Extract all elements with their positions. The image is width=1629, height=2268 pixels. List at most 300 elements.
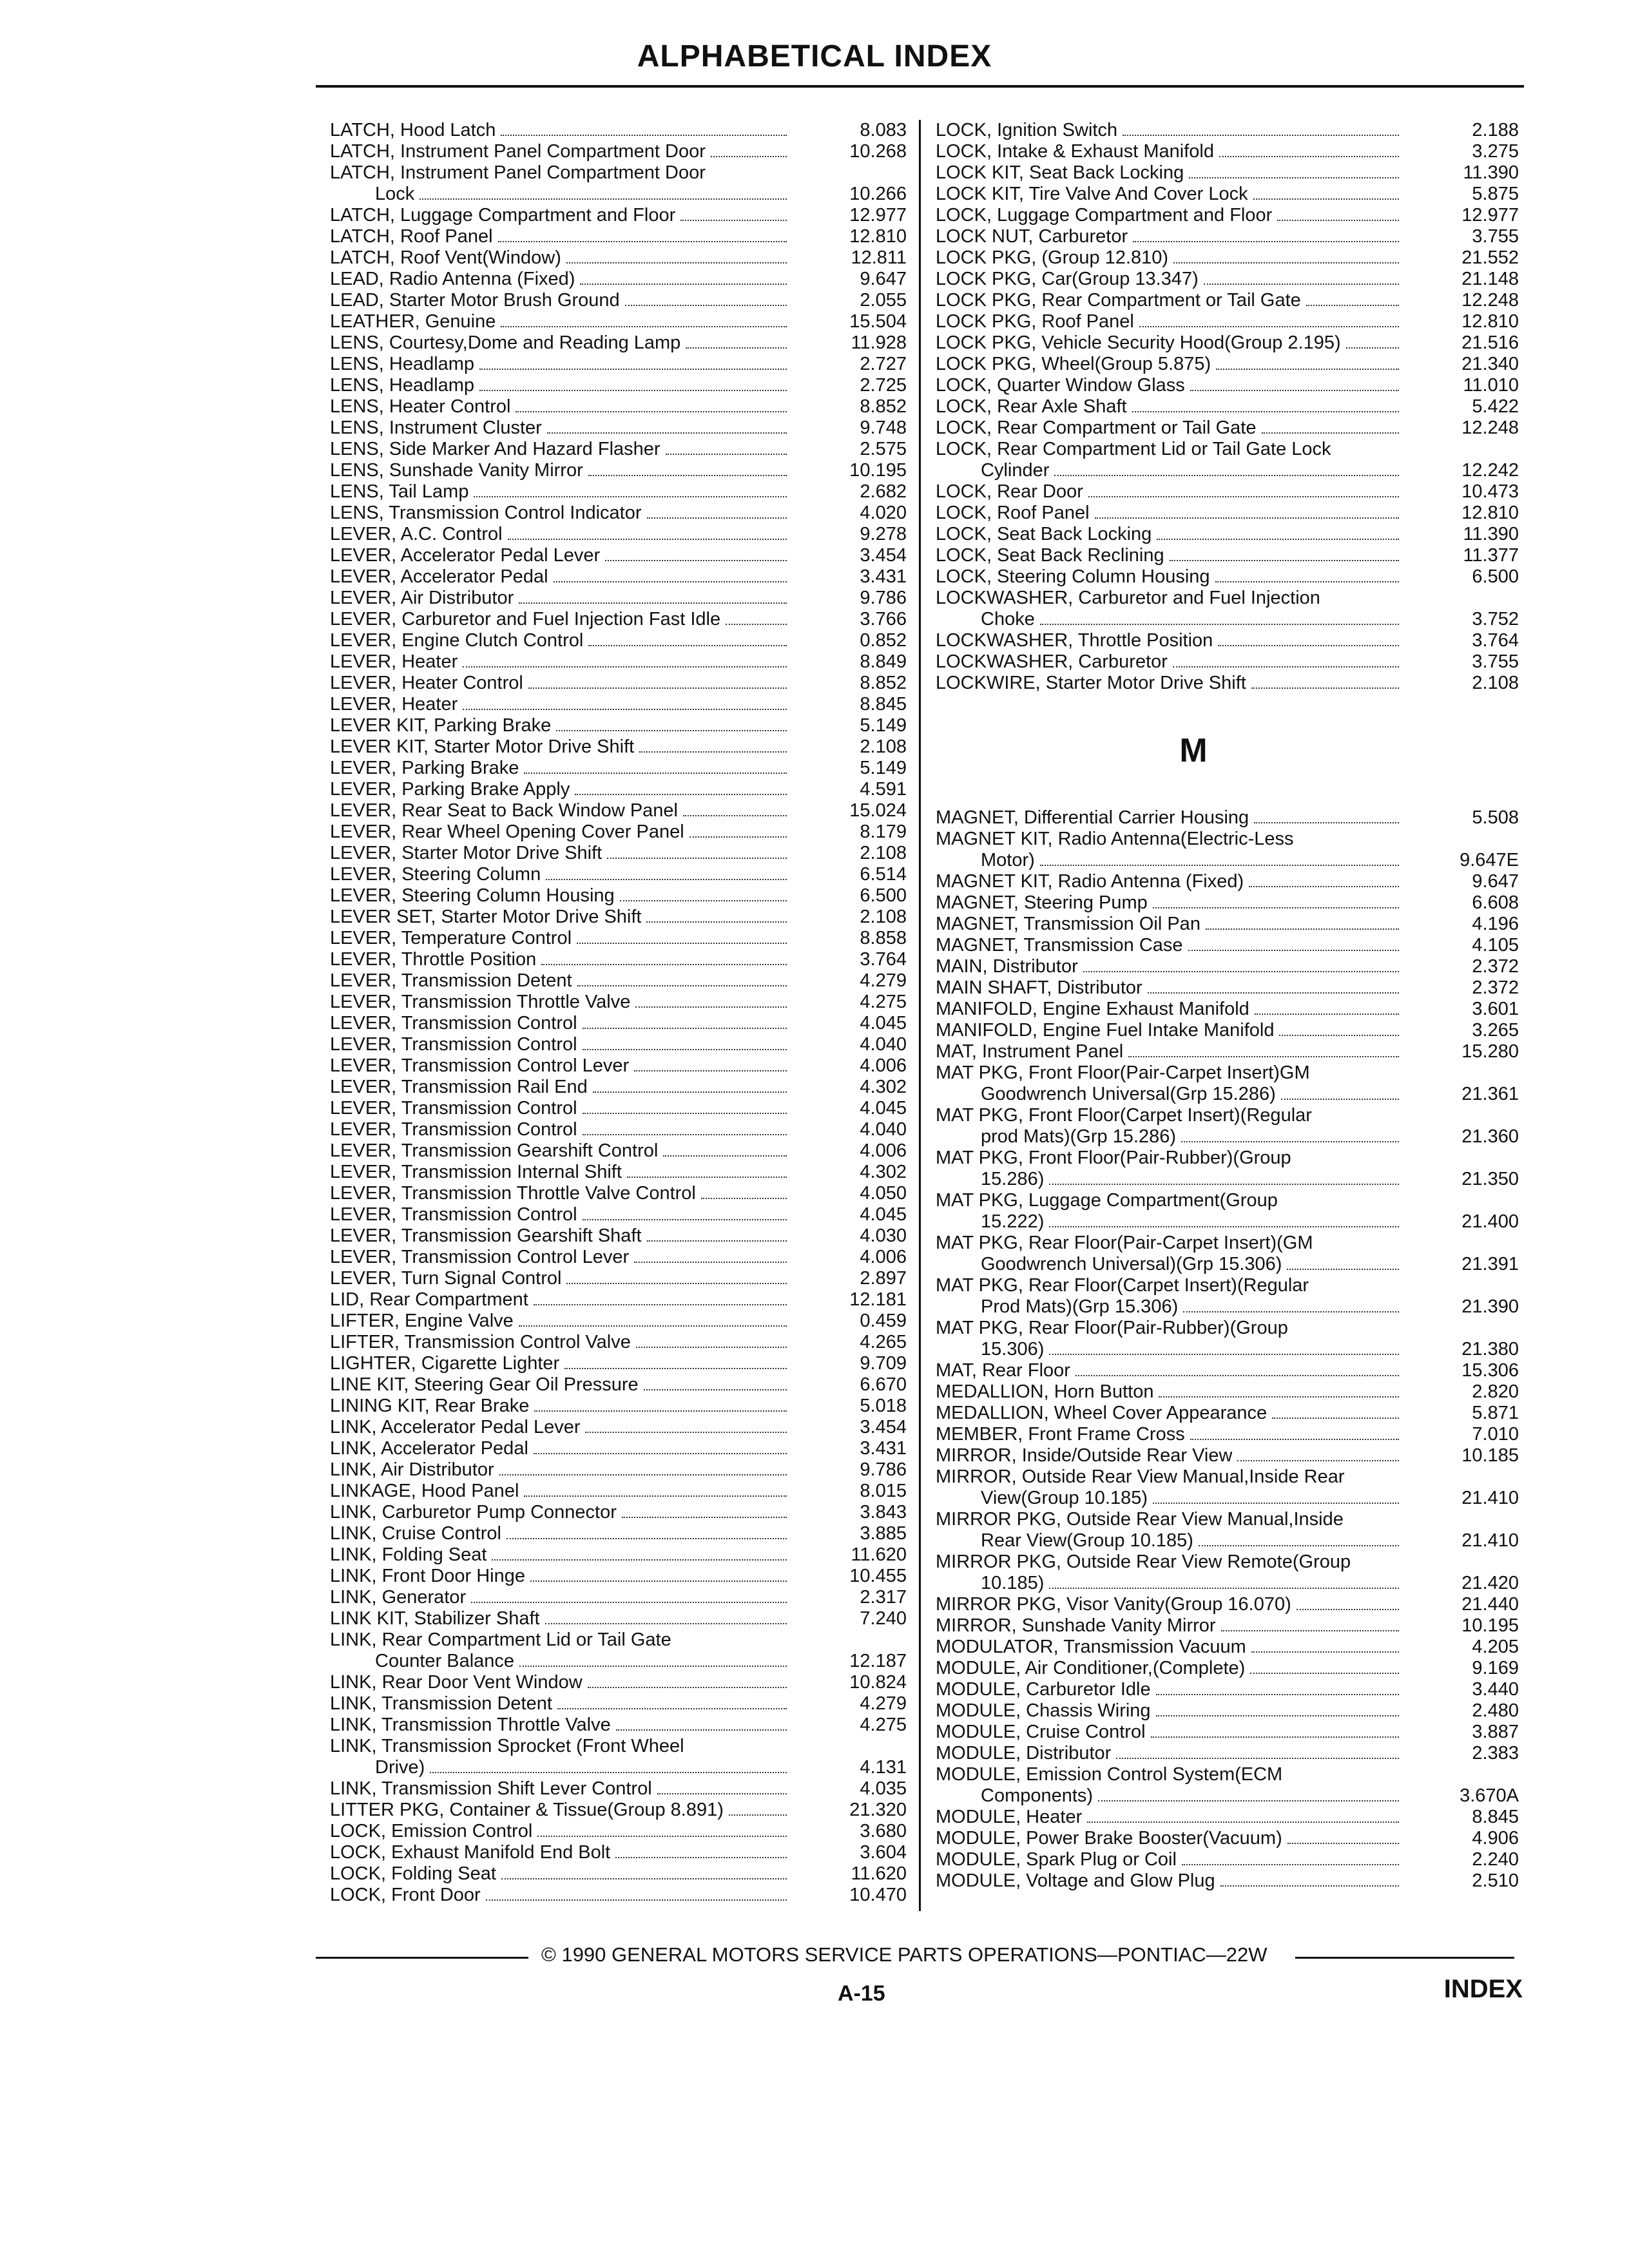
entry-text: MIRROR PKG, Outside Rear View Remote(Group: [936, 1552, 1351, 1572]
entry-reference: 21.380: [1461, 1339, 1519, 1360]
entry-reference: 10.185: [1461, 1445, 1519, 1466]
entry-text: LEVER, Transmission Rail End: [330, 1077, 588, 1097]
entry-reference: 0.852: [860, 630, 907, 651]
entry-reference: 2.682: [860, 481, 907, 502]
entry-text: LINK, Air Distributor: [330, 1459, 494, 1480]
entry-text: MODULE, Distributor: [936, 1743, 1112, 1763]
entry-reference: 4.131: [860, 1757, 907, 1778]
entry-text: LEVER KIT, Parking Brake: [330, 715, 552, 736]
entry-text: LATCH, Hood Latch: [330, 120, 496, 140]
index-entry: [330, 1863, 907, 1885]
entry-text: LATCH, Instrument Panel Compartment Door: [330, 162, 706, 183]
index-entry: [936, 588, 1519, 630]
dot-leader: [519, 1325, 787, 1327]
entry-text: Counter Balance: [375, 1651, 515, 1671]
entry-reference: 9.647E: [1460, 850, 1519, 870]
entry-text: LENS, Tail Lamp: [330, 481, 469, 502]
index-entry: [936, 524, 1519, 545]
index-entry: [936, 1807, 1519, 1828]
dot-leader: [593, 1091, 787, 1093]
dot-leader: [557, 1708, 787, 1709]
dot-leader: [1254, 822, 1399, 823]
entry-text: 15.306): [981, 1339, 1045, 1360]
entry-reference: 5.422: [1472, 396, 1519, 417]
index-entry: [330, 1800, 907, 1821]
dot-leader: [1181, 1141, 1399, 1142]
entry-text: LINKAGE, Hood Panel: [330, 1481, 519, 1501]
index-entry: [330, 311, 907, 332]
dot-leader: [1049, 1226, 1399, 1227]
dot-leader: [474, 496, 787, 497]
entry-text: LIGHTER, Cigarette Lighter: [330, 1353, 560, 1374]
entry-reference: 3.755: [1472, 226, 1519, 247]
entry-reference: 4.006: [860, 1247, 907, 1267]
entry-reference: 21.410: [1461, 1530, 1519, 1551]
entry-text: MAGNET, Transmission Oil Pan: [936, 914, 1200, 934]
entry-reference: 3.265: [1472, 1020, 1519, 1041]
entry-reference: 5.508: [1472, 807, 1519, 828]
index-entry: [936, 1637, 1519, 1658]
entry-reference: 2.188: [1472, 120, 1519, 140]
entry-reference: 5.149: [860, 758, 907, 778]
entry-text: LEVER, Transmission Control: [330, 1034, 577, 1055]
dot-leader: [1262, 432, 1400, 434]
index-entry: [330, 715, 907, 736]
dot-leader: [1123, 135, 1399, 136]
index-entry: [330, 1693, 907, 1715]
index-entry: [330, 1821, 907, 1842]
index-entry: [936, 1552, 1519, 1594]
entry-text: MIRROR, Outside Rear View Manual,Inside Rear: [936, 1466, 1345, 1487]
entry-reference: 8.845: [860, 694, 907, 715]
index-entry: [936, 247, 1519, 269]
dot-leader: [1139, 326, 1399, 327]
entry-text: MANIFOLD, Engine Exhaust Manifold: [936, 999, 1249, 1019]
entry-reference: 21.350: [1461, 1169, 1519, 1189]
dot-leader: [1087, 1821, 1399, 1823]
entry-reference: 4.196: [1472, 914, 1519, 934]
entry-text: LOCK KIT, Tire Valve And Cover Lock: [936, 184, 1248, 204]
entry-text: LEATHER, Genuine: [330, 311, 496, 332]
index-entry: [330, 843, 907, 864]
index-entry: [330, 1013, 907, 1034]
index-entry: [330, 1162, 907, 1183]
entry-reference: 2.820: [1472, 1381, 1519, 1402]
entry-reference: 11.390: [1463, 524, 1519, 544]
index-entry: [330, 162, 907, 205]
entry-text: 10.185): [981, 1573, 1045, 1593]
entry-reference: 7.240: [860, 1608, 907, 1629]
entry-reference: 10.195: [849, 460, 907, 481]
entry-text: Drive): [375, 1757, 425, 1778]
entry-text: MIRROR PKG, Visor Vanity(Group 16.070): [936, 1594, 1291, 1615]
entry-reference: 15.504: [849, 311, 907, 332]
index-entry: [936, 1424, 1519, 1445]
entry-reference: 2.108: [860, 843, 907, 863]
entry-text: LOCK, Quarter Window Glass: [936, 375, 1185, 396]
dot-leader: [1156, 1715, 1399, 1716]
index-entry: [936, 354, 1519, 375]
entry-text: MAT PKG, Front Floor(Pair-Rubber)(Group: [936, 1148, 1291, 1168]
entry-text: LOCK PKG, (Group 12.810): [936, 247, 1169, 268]
entry-text: MAT, Rear Floor: [936, 1360, 1070, 1381]
entry-text: LEVER, Transmission Control: [330, 1098, 577, 1119]
entry-text: LEVER, Transmission Control: [330, 1013, 577, 1033]
entry-text: MEMBER, Front Frame Cross: [936, 1424, 1185, 1445]
entry-reference: 4.006: [860, 1055, 907, 1076]
index-entry: [936, 1764, 1519, 1807]
dot-leader: [627, 1177, 787, 1178]
dot-leader: [1049, 1354, 1399, 1355]
index-entry: [330, 1885, 907, 1906]
index-entry: [330, 1587, 907, 1608]
entry-text: LOCK, Rear Compartment Lid or Tail Gate Lock: [936, 439, 1331, 459]
index-entry: [936, 956, 1519, 977]
entry-reference: 12.187: [849, 1651, 907, 1671]
index-entry: [330, 1247, 907, 1268]
index-entry: [936, 935, 1519, 956]
index-group-m: [936, 807, 1519, 1892]
dot-leader: [636, 1347, 787, 1348]
index-entry: [330, 1268, 907, 1289]
entry-reference: 3.604: [860, 1842, 907, 1863]
dot-leader: [479, 369, 787, 370]
dot-leader: [1251, 687, 1399, 689]
dot-leader: [534, 1410, 787, 1412]
entry-reference: 21.391: [1461, 1254, 1519, 1274]
dot-leader: [634, 1070, 787, 1072]
entry-reference: 12.248: [1461, 290, 1519, 311]
dot-leader: [607, 858, 787, 859]
dot-leader: [508, 539, 787, 540]
entry-reference: 9.647: [860, 269, 907, 289]
entry-reference: 9.647: [1472, 871, 1519, 892]
dot-leader: [583, 1113, 787, 1114]
entry-text: LEVER, Temperature Control: [330, 928, 572, 948]
dot-leader: [583, 1049, 787, 1050]
dot-leader: [635, 1006, 787, 1008]
entry-text: LIFTER, Engine Valve: [330, 1311, 514, 1331]
entry-text: LEVER KIT, Starter Motor Drive Shift: [330, 736, 635, 757]
entry-reference: 4.265: [860, 1332, 907, 1352]
entry-reference: 3.680: [860, 1821, 907, 1841]
entry-reference: 6.500: [860, 885, 907, 906]
dot-leader: [1159, 1396, 1399, 1398]
dot-leader: [683, 815, 787, 816]
entry-text: LENS, Sunshade Vanity Mirror: [330, 460, 583, 481]
section-label: INDEX: [1443, 1975, 1523, 2003]
entry-reference: 3.766: [860, 609, 907, 629]
entry-text: LINK, Transmission Shift Lever Control: [330, 1778, 652, 1799]
index-entry: [330, 864, 907, 885]
footer-copyright: © 1990 GENERAL MOTORS SERVICE PARTS OPERATIONS—PONTIAC—22W: [541, 1943, 1268, 1966]
dot-leader: [546, 879, 787, 880]
index-entry: [330, 1459, 907, 1481]
entry-text: MAT PKG, Rear Floor(Carpet Insert)(Regular: [936, 1275, 1309, 1296]
entry-text: LINK KIT, Stabilizer Shaft: [330, 1608, 540, 1629]
entry-reference: 9.786: [860, 588, 907, 608]
index-entry: [330, 418, 907, 439]
dot-leader: [1133, 241, 1399, 242]
entry-reference: 3.431: [860, 566, 907, 587]
dot-leader: [1157, 539, 1399, 540]
entry-reference: 2.108: [1472, 673, 1519, 693]
entry-text: LINING KIT, Rear Brake: [330, 1396, 530, 1416]
index-entry: [330, 736, 907, 758]
entry-reference: 5.018: [860, 1396, 907, 1416]
index-entry: [936, 1722, 1519, 1743]
entry-reference: 3.885: [860, 1523, 907, 1544]
dot-leader: [519, 602, 787, 604]
page-number: A-15: [838, 1981, 885, 2006]
index-entry: [330, 1119, 907, 1140]
dot-leader: [554, 581, 787, 582]
dot-leader: [1287, 1843, 1399, 1844]
index-entry: [936, 1105, 1519, 1148]
entry-text: LEVER SET, Starter Motor Drive Shift: [330, 907, 642, 927]
index-entry: [330, 1374, 907, 1396]
entry-text: LOCK, Luggage Compartment and Floor: [936, 205, 1273, 226]
index-entry: [936, 914, 1519, 935]
index-entry: [330, 992, 907, 1013]
entry-text: LEVER, Turn Signal Control: [330, 1268, 562, 1289]
entry-text: LEAD, Radio Antenna (Fixed): [330, 269, 575, 289]
entry-reference: 9.786: [860, 1459, 907, 1480]
dot-leader: [1170, 560, 1399, 561]
entry-reference: 2.383: [1472, 1743, 1519, 1763]
entry-text: LITTER PKG, Container & Tissue(Group 8.891): [330, 1800, 724, 1820]
entry-text: LEVER, Transmission Detent: [330, 970, 572, 991]
entry-reference: 9.748: [860, 418, 907, 438]
dot-leader: [537, 1836, 787, 1837]
entry-text: LINK, Cruise Control: [330, 1523, 501, 1544]
entry-reference: 21.361: [1461, 1084, 1519, 1104]
index-entry: [936, 205, 1519, 226]
entry-text: LEVER, Engine Clutch Control: [330, 630, 584, 651]
dot-leader: [1095, 517, 1399, 519]
index-entry: [936, 1615, 1519, 1637]
entry-text: MAT, Instrument Panel: [936, 1041, 1124, 1062]
index-entry: [936, 1360, 1519, 1381]
dot-leader: [1204, 284, 1399, 285]
entry-text: LEVER, Throttle Position: [330, 949, 537, 970]
dot-leader: [1206, 928, 1399, 930]
footer-rule-right: [1295, 1957, 1514, 1959]
entry-text: LOCK, Rear Door: [936, 481, 1083, 502]
dot-leader: [580, 284, 787, 285]
index-entry: [936, 1062, 1519, 1105]
entry-reference: 10.470: [849, 1885, 907, 1905]
entry-text: LENS, Side Marker And Hazard Flasher: [330, 439, 660, 459]
dot-leader: [1190, 1439, 1399, 1440]
entry-text: LOCKWASHER, Throttle Position: [936, 630, 1213, 651]
entry-reference: 2.372: [1472, 977, 1519, 998]
entry-text: LOCK PKG, Rear Compartment or Tail Gate: [936, 290, 1301, 311]
entry-text: LOCK NUT, Carburetor: [936, 226, 1128, 247]
index-entry: [936, 651, 1519, 673]
index-entry: [330, 1715, 907, 1736]
entry-text: LOCK, Ignition Switch: [936, 120, 1118, 140]
entry-text: MAT PKG, Front Floor(Pair-Carpet Insert)GM: [936, 1062, 1310, 1083]
entry-reference: 6.670: [860, 1374, 907, 1395]
entry-text: Goodwrench Universal)(Grp 15.306): [981, 1254, 1282, 1274]
entry-reference: 8.083: [860, 120, 907, 140]
entry-text: Motor): [981, 850, 1035, 870]
dot-leader: [1188, 950, 1399, 951]
entry-text: LOCK, Steering Column Housing: [936, 566, 1210, 587]
dot-leader: [1189, 177, 1399, 178]
entry-reference: 0.459: [860, 1311, 907, 1331]
entry-reference: 2.317: [860, 1587, 907, 1608]
entry-text: Prod Mats)(Grp 15.306): [981, 1296, 1179, 1317]
entry-text: MANIFOLD, Engine Fuel Intake Manifold: [936, 1020, 1275, 1041]
index-entry: [330, 907, 907, 928]
entry-text: LOCK, Roof Panel: [936, 503, 1090, 523]
entry-text: LEVER, Accelerator Pedal: [330, 566, 548, 587]
dot-leader: [689, 836, 787, 838]
entry-text: LINK, Accelerator Pedal: [330, 1438, 528, 1459]
index-entry: [936, 226, 1519, 247]
entry-text: LENS, Heater Control: [330, 396, 511, 417]
dot-leader: [1253, 198, 1399, 200]
entry-text: LINK, Transmission Sprocket (Front Wheel: [330, 1736, 684, 1756]
entry-text: MAT PKG, Rear Floor(Pair-Rubber)(Group: [936, 1318, 1288, 1338]
footer-rule-left: [316, 1957, 528, 1959]
dot-leader: [498, 241, 787, 242]
entry-reference: 11.928: [851, 332, 907, 353]
index-entry: [330, 1736, 907, 1778]
entry-text: LOCKWASHER, Carburetor: [936, 651, 1168, 672]
entry-text: MAGNET, Transmission Case: [936, 935, 1183, 956]
index-entry: [330, 545, 907, 566]
entry-reference: 21.516: [1461, 332, 1519, 353]
entry-text: LEVER, Transmission Control: [330, 1204, 577, 1225]
dot-leader: [1083, 971, 1399, 972]
entry-text: MODULE, Spark Plug or Coil: [936, 1849, 1177, 1870]
entry-reference: 4.205: [1472, 1637, 1519, 1657]
entry-text: Components): [981, 1785, 1094, 1806]
entry-text: MAT PKG, Rear Floor(Pair-Carpet Insert)(GM: [936, 1233, 1313, 1253]
dot-leader: [479, 390, 787, 391]
entry-text: MEDALLION, Wheel Cover Appearance: [936, 1403, 1268, 1423]
dot-leader: [1173, 666, 1399, 668]
entry-reference: 10.195: [1461, 1615, 1519, 1636]
index-entry: [330, 1289, 907, 1311]
entry-reference: 15.280: [1461, 1041, 1519, 1062]
index-entry: [936, 418, 1519, 439]
entry-text: MODULE, Power Brake Booster(Vacuum): [936, 1828, 1282, 1849]
index-entry: [330, 1502, 907, 1523]
dot-leader: [1054, 475, 1399, 476]
entry-reference: 2.108: [860, 907, 907, 927]
index-entry: [330, 949, 907, 970]
entry-reference: 2.575: [860, 439, 907, 459]
entry-text: MODULE, Heater: [936, 1807, 1083, 1827]
dot-leader: [492, 1559, 787, 1561]
entry-text: LINE KIT, Steering Gear Oil Pressure: [330, 1374, 639, 1395]
index-entry: [936, 1148, 1519, 1190]
entry-reference: 21.340: [1461, 354, 1519, 374]
entry-reference: 12.977: [1461, 205, 1519, 226]
entry-reference: 8.015: [860, 1481, 907, 1501]
entry-reference: 10.268: [849, 141, 907, 162]
entry-reference: 11.620: [851, 1863, 907, 1884]
index-entry: [330, 1842, 907, 1863]
index-column-left: [330, 120, 907, 1906]
index-column-right: [936, 120, 1519, 1892]
dot-leader: [1219, 156, 1399, 157]
dot-leader: [528, 687, 787, 689]
dot-leader: [1220, 1885, 1399, 1887]
index-entry: [330, 1183, 907, 1204]
entry-text: MODULE, Voltage and Glow Plug: [936, 1870, 1215, 1891]
entry-reference: 4.040: [860, 1034, 907, 1055]
index-entry: [936, 545, 1519, 566]
index-entry: [330, 1629, 907, 1672]
entry-text: LEVER, Heater: [330, 651, 458, 672]
dot-leader: [1116, 1758, 1399, 1759]
dot-leader: [501, 135, 787, 136]
index-entry: [936, 290, 1519, 311]
entry-reference: 6.500: [1472, 566, 1519, 587]
dot-leader: [1296, 1609, 1399, 1610]
entry-reference: 4.906: [1472, 1828, 1519, 1849]
index-entry: [936, 1466, 1519, 1509]
index-entry: [330, 1204, 907, 1225]
dot-leader: [1088, 496, 1399, 497]
index-entry: [936, 871, 1519, 892]
entry-text: Lock: [375, 184, 415, 204]
dot-leader: [1153, 1503, 1399, 1504]
dot-leader: [1151, 1736, 1399, 1738]
entry-text: LOCK, Exhaust Manifold End Bolt: [330, 1842, 611, 1863]
index-entry: [330, 1566, 907, 1587]
entry-text: LINK, Folding Seat: [330, 1544, 487, 1565]
dot-leader: [1287, 1269, 1399, 1270]
dot-leader: [1306, 305, 1399, 306]
dot-leader: [545, 1623, 787, 1624]
index-entry: [936, 1020, 1519, 1041]
entry-reference: 4.045: [860, 1013, 907, 1033]
index-entry: [936, 630, 1519, 651]
entry-reference: 15.024: [849, 800, 907, 821]
dot-leader: [625, 305, 787, 306]
entry-reference: 4.279: [860, 1693, 907, 1714]
dot-leader: [1251, 1651, 1399, 1653]
dot-leader: [726, 624, 787, 625]
entry-reference: 7.010: [1472, 1424, 1519, 1445]
dot-leader: [1040, 624, 1399, 625]
dot-leader: [634, 1262, 787, 1263]
entry-text: LINK, Accelerator Pedal Lever: [330, 1417, 581, 1437]
entry-reference: 4.279: [860, 970, 907, 991]
dot-leader: [541, 964, 787, 965]
entry-reference: 4.035: [860, 1778, 907, 1799]
entry-text: LINK, Generator: [330, 1587, 467, 1608]
dot-leader: [1183, 1311, 1399, 1312]
entry-text: LEVER, Carburetor and Fuel Injection Fast Idle: [330, 609, 721, 629]
index-entry: [936, 1381, 1519, 1403]
dot-leader: [463, 709, 787, 710]
entry-text: LATCH, Instrument Panel Compartment Door: [330, 141, 706, 162]
index-entry: [936, 1318, 1519, 1360]
dot-leader: [1215, 581, 1399, 582]
entry-text: LEVER, Steering Column Housing: [330, 885, 615, 906]
entry-reference: 3.454: [860, 545, 907, 566]
entry-reference: 4.050: [860, 1183, 907, 1204]
entry-reference: 12.811: [851, 247, 907, 268]
index-group-l: [936, 120, 1519, 694]
